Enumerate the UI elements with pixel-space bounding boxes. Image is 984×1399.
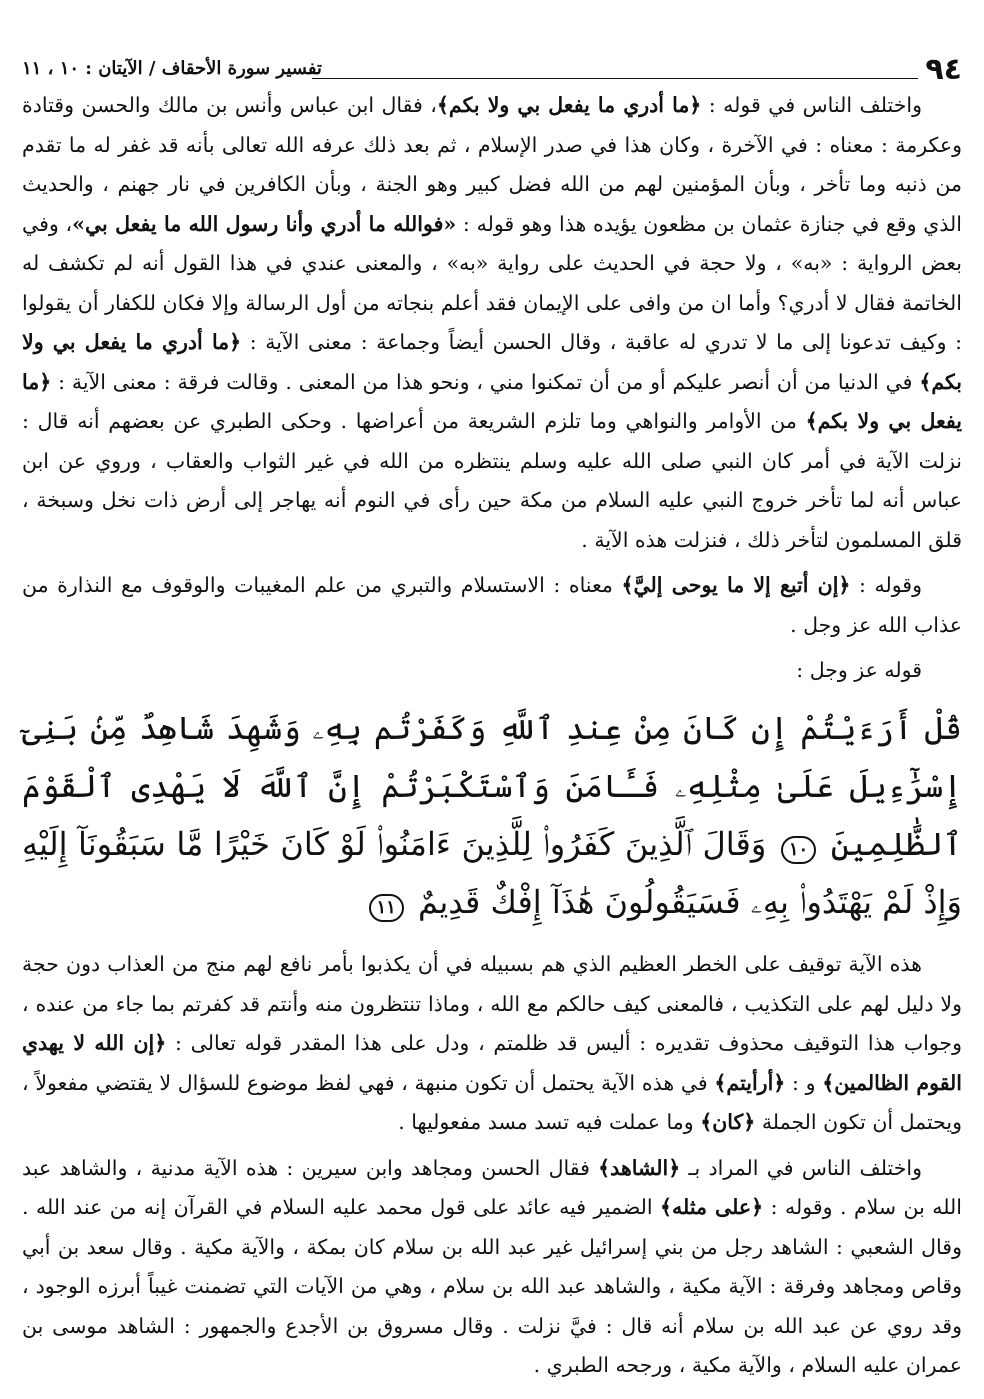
paragraph-text: ، فقال ابن عباس وأنس بن مالك والحسن وقتادة وعكرمة : معناه : في الآخرة ، وكان هذا في صدر الإسلام ، ثم بعد ذلك عرفه الله تعالى بأنه قد غفر له ما تقدم من ذنبه وما تأخر ، وبأن المؤمنين لهم من الله فضل كبير وهو الجنة ، وبأن الكافرين في نار جهنم ، والحديث الذي وقع في جنازة عثمان بن مظعون يؤيده هذا وهو قوله : [22, 93, 962, 236]
page [22, 50, 962, 1392]
commentary-before [22, 86, 962, 645]
paragraph-text: في هذه الآية يحتمل أن تكون منبهة ، فهي لفظ موضوع للسؤال لا يقتضي مفعولاً ، ويحتمل أن تكون الجملة [22, 1070, 962, 1134]
quoted-phrase: ﴿على مثله﴾ [660, 1195, 764, 1219]
commentary-paragraph [22, 945, 962, 1143]
paragraph-text: و : [785, 1070, 823, 1095]
quoted-phrase: ﴿ما أدري ما يفعل بي ولا بكم﴾ [22, 330, 962, 394]
commentary-paragraph [22, 566, 962, 645]
running-title: تفسير سورة الأحقاف / الآيتان : ١٠ ، ١١ [22, 58, 322, 79]
paragraph-text: وما عملت فيه تسد مسد مفعوليها . [398, 1110, 701, 1134]
quoted-phrase: ﴿إن أتبع إلا ما يوحى إليَّ﴾ [621, 573, 851, 597]
paragraph-text: فقال الحسن ومجاهد وابن سيرين : هذه الآية مدنية ، والشاهد عبد الله بن سلام . وقوله : [22, 1155, 962, 1219]
running-header [22, 50, 962, 86]
quoted-phrase: ﴿إن الله لا يهدي القوم الظالمين﴾ [22, 1031, 963, 1095]
verse-number-10: ١٠ [781, 836, 816, 864]
commentary-paragraph [22, 86, 962, 560]
quoted-phrase: ﴿كان﴾ [700, 1110, 756, 1134]
paragraph-text: من الأوامر والنواهي وما تلزم الشريعة من أعراضها . وحكى الطبري عن بعضهم أنه قال : نزلت الآية في أمر كان النبي صلى الله عليه وسلم ينتظره من الله في غير الثواب والعقاب ، وروي عن ابن عباس أنه لما تأخر خروج النبي عليه السلام من مكة حين رأى في النوم أنه يهاجر إلى أرض ذات نخل وسبخة ، قلق المسلمون لتأخر ذلك ، فنزلت هذه الآية . [22, 409, 962, 552]
quoted-phrase: ﴿ما أدري ما يفعل بي ولا بكم﴾ [436, 93, 702, 117]
verse-intro: قوله عز وجل : [796, 658, 922, 682]
paragraph-text: الضمير فيه عائد على قول محمد عليه السلام في القرآن إنه من عند الله . وقال الشعبي : الشاهد رجل من بني إسرائيل غير عبد الله بن سلام كان بمكة ، والآية مكية . وقال سعد بن أبي وقاص ومجاهد وفرقة : الآية مكية ، والشاهد عبد الله بن سلام ، وهي من الآيات التي تضمنت غيباً أبرزه الوجود ، وقد روي عن عبد الله بن سلام أنه قال : فيَّ نزلت . وقال مسروق بن الأجدع والجمهور : الشاهد موسى بن عمران عليه السلام ، والآية مكية ، ورجحه الطبري . [22, 1195, 962, 1377]
header-rule [312, 78, 918, 79]
paragraph-text: واختلف الناس في المراد بـ [680, 1155, 923, 1180]
quoted-phrase: ﴿الشاهد﴾ [598, 1155, 681, 1180]
page-number: ٩٤ [925, 52, 962, 87]
verse-10-text: قُلْ أَرَءَيْتُمْ إِن كَانَ مِنْ عِندِ ٱللَّهِ وَكَفَرْتُم بِهِۦ وَشَهِدَ شَاهِدٌ مِّنۢ بَنِىٓ إِسْرَٰٓءِيلَ عَلَىٰ مِثْلِهِۦ فَـَٔامَنَ وَٱسْتَكْبَرْتُمْ إِنَّ ٱللَّهَ لَا يَهْدِى ٱلْقَوْمَ ٱلظَّٰلِمِينَ [22, 709, 963, 863]
quoted-phrase: «فوالله ما أدري وأنا رسول الله ما يفعل بي» [72, 211, 457, 236]
verse-11-text: وَقَالَ ٱلَّذِينَ كَفَرُوا۟ لِلَّذِينَ ءَامَنُوا۟ لَوْ كَانَ خَيْرًا مَّا سَبَقُونَآ إِلَيْهِ وَإِذْ لَمْ يَهْتَدُوا۟ بِهِۦ فَسَيَقُولُونَ هَٰذَآ إِفْكٌ قَدِيمٌ [22, 825, 962, 921]
quoted-phrase: ﴿أرأيتم﴾ [714, 1070, 786, 1095]
commentary-paragraph [22, 1149, 962, 1386]
commentary-after [22, 945, 962, 1386]
quran-verse [22, 699, 962, 931]
paragraph-text: في الدنيا من أن أنصر عليكم أو من أن تمكنوا مني ، ونحو هذا من المعنى . وقالت فرقة : معنى الآية : [51, 369, 920, 394]
paragraph-text: ، وفي بعض الرواية : «به» ، ولا حجة في الحديث على رواية «به» ، والمعنى عندي في هذا القول أنه لم تكشف له الخاتمة فقال لا أدري؟ وأما ان من وافى على الإيمان فقد أعلم بنجاته من أول الرسالة وإلا فكان للكفار أن يقولوا : وكيف تدعونا إلى ما لا تدري له عاقبة ، وقال الحسن أيضاً وجماعة : معنى الآية : [22, 211, 963, 354]
paragraph-text: هذه الآية توقيف على الخطر العظيم الذي هم بسبيله في أن يكذبوا بأمر نافع لهم منج من العذاب دون حجة ولا دليل لهم على التكذيب ، فالمعنى كيف حالكم مع الله ، وماذا تنتظرون منه وأنتم قد كفرتم بما جاء من عنده ، وجواب هذا التوقيف محذوف تقديره : أليس قد ظلمتم ، ودل على هذا المقدر قوله تعالى : [22, 952, 962, 1055]
quoted-phrase: ﴿ما يفعل بي ولا بكم﴾ [22, 369, 962, 433]
verse-number-11: ١١ [369, 894, 404, 922]
paragraph-text: وقوله : [850, 573, 922, 597]
paragraph-text: واختلف الناس في قوله : [701, 93, 922, 117]
paragraph-text: معناه : الاستسلام والتبري من علم المغيبات والوقوف مع النذارة من عذاب الله عز وجل . [22, 573, 962, 637]
